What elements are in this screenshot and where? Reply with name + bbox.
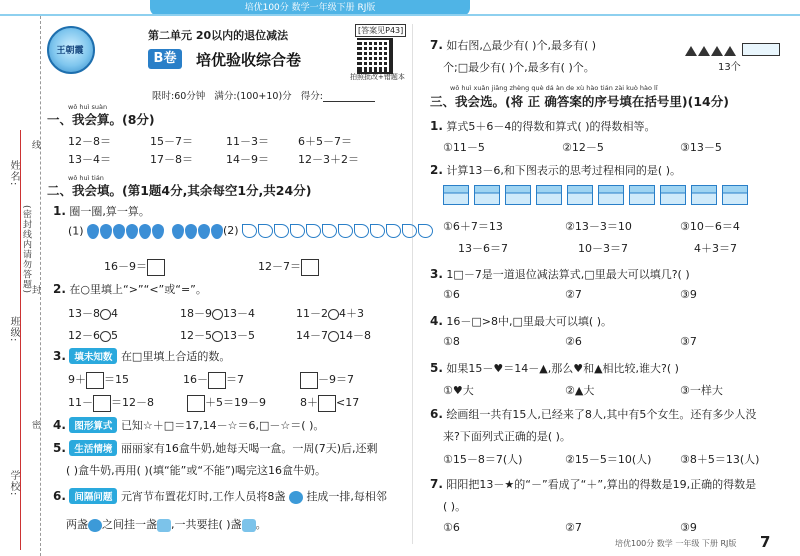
part-label: (2) <box>223 224 239 237</box>
option[interactable]: ③13－5 <box>680 141 722 154</box>
strawberry-icon <box>152 224 164 239</box>
paper-crane-icon <box>274 224 289 238</box>
q-text: 如右图,△最少有( )个,最多有( ) <box>446 39 597 52</box>
page-number: 7 <box>760 533 771 551</box>
class-label: 班级: <box>8 316 19 343</box>
q-number: 4. <box>53 418 66 432</box>
exam-meta <box>152 88 375 102</box>
s3-q5: 5. 如果15－♥＝14－▲,那么♥和▲相比较,谁大?( ) <box>430 361 679 375</box>
s3-q6-line2: 来?下面列式正确的是( )。 <box>443 430 571 443</box>
q-number: 1. <box>53 204 66 218</box>
answer-reference: [答案见P43] <box>355 24 406 37</box>
calc-2[interactable]: 15－7＝ <box>150 135 193 148</box>
q-text: 圈一圈,算一算。 <box>69 205 150 218</box>
strawberry-group[interactable] <box>68 224 224 239</box>
option[interactable]: ③10－6＝4 <box>680 220 740 233</box>
option-cont: 4＋3＝7 <box>694 242 737 255</box>
triangle-icon <box>685 46 697 56</box>
cake-icon <box>722 185 748 205</box>
cake-icon <box>505 185 531 205</box>
strawberry-icon <box>172 224 184 239</box>
compare-circle[interactable] <box>100 309 111 320</box>
school-label: 学校: <box>8 470 19 497</box>
strawberry-icon <box>198 224 210 239</box>
paper-crane-icon <box>338 224 353 238</box>
cmp-5[interactable]: 12－5 13－5 <box>180 329 255 342</box>
seal-word-line: 线 <box>30 140 40 150</box>
part-label: (1) <box>68 224 84 238</box>
column-divider <box>412 24 413 544</box>
q2-6 <box>53 488 387 504</box>
cmp-1[interactable]: 13－8 4 <box>68 307 118 320</box>
unit-title: 第二单元 20以内的退位减法 <box>148 29 289 42</box>
strawberry-icon <box>100 224 112 239</box>
top-rule <box>0 14 800 16</box>
figure-label: 13个 <box>718 62 741 73</box>
q-tag: 填未知数 <box>69 348 117 364</box>
time-limit: 限时:60分钟 <box>152 91 206 102</box>
q-text: 在□里填上合适的数。 <box>120 350 231 363</box>
cake-icon <box>536 185 562 205</box>
strawberry-icon <box>139 224 151 239</box>
compare-circle[interactable] <box>100 331 111 342</box>
option[interactable]: ②▲大 <box>565 384 595 397</box>
option-cont: 13－6＝7 <box>458 242 508 255</box>
compare-circle[interactable] <box>328 331 339 342</box>
score-blank[interactable] <box>323 91 375 102</box>
eq-text: 16－9＝ <box>104 260 147 273</box>
triangle-icon <box>711 46 723 56</box>
lantern-icon <box>242 519 256 532</box>
q-text: 丽丽家有16盒牛奶,她每天喝一盒。一周(7天)后,还剩 <box>120 442 378 455</box>
option[interactable]: ①♥大 <box>443 384 474 397</box>
paper-crane-icon <box>258 224 273 238</box>
seal-word-seal: 封 <box>30 285 40 295</box>
series-band: 培优100分 数学一年级下册 RJ版 <box>150 0 470 16</box>
paper-title: 培优验收综合卷 <box>196 51 302 69</box>
q-text[interactable]: 已知☆＋□＝17,14－☆＝6,□－☆＝( )。 <box>120 419 325 432</box>
q2-1 <box>53 203 150 219</box>
fill-1: 9＋ ＝15 <box>68 371 129 389</box>
cmp-2[interactable]: 18－9 13－4 <box>180 307 255 320</box>
q2-5 <box>53 440 378 456</box>
page-footer: 培优100分 数学 一年级 下册 RJ版 <box>615 539 737 548</box>
answer-box[interactable] <box>300 372 318 389</box>
option[interactable]: ②7 <box>565 521 582 534</box>
compare-circle[interactable] <box>212 331 223 342</box>
cake-icon <box>598 185 624 205</box>
paper-crane-icon <box>322 224 337 238</box>
rectangular-prism-icon <box>742 43 780 56</box>
option[interactable]: ③9 <box>680 288 697 301</box>
option[interactable]: ①6 <box>443 288 460 301</box>
sec2-heading: 二、我会填。(第1题4分,其余每空1分,共24分) <box>47 183 312 198</box>
q2-4 <box>53 417 324 433</box>
paper-crane-icon <box>290 224 305 238</box>
paper-crane-icon <box>306 224 321 238</box>
strawberry-icon <box>126 224 138 239</box>
s3-q4: 4. 16－□>8中,□里最大可以填( )。 <box>430 314 612 328</box>
flower-lamp-icon <box>289 491 303 504</box>
q-tag: 生活情境 <box>69 440 117 456</box>
sec3-heading: 三、我会选。(将 正 确答案的序号填在括号里)(14分) <box>430 94 729 109</box>
calc-4[interactable]: 6＋5－7＝ <box>298 135 352 148</box>
cmp-3[interactable]: 11－2 4＋3 <box>296 307 364 320</box>
paper-badge: B卷 <box>148 49 182 69</box>
paper-crane-group[interactable] <box>223 224 434 238</box>
full-score: 满分:(100+10)分 <box>214 91 292 102</box>
score-label: 得分: <box>300 91 323 102</box>
answer-box[interactable] <box>301 259 319 276</box>
lantern-icon <box>157 519 171 532</box>
calc-5[interactable]: 13－4＝ <box>68 153 111 166</box>
eq-16-9 <box>104 258 165 276</box>
option[interactable]: ③9 <box>680 521 697 534</box>
paper-crane-icon <box>370 224 385 238</box>
q-number: 2. <box>53 282 66 296</box>
option-cont: 10－3＝7 <box>578 242 628 255</box>
option[interactable]: ①8 <box>443 335 460 348</box>
q2-6-line2[interactable]: 两盏 之间挂一盏 ,一共要挂( )盏 。 <box>66 518 267 531</box>
brand-logo-text: 王朝霞 <box>56 46 84 56</box>
fill-2: 16－ ＝7 <box>183 371 244 389</box>
fill-4: 11－ ＝12－8 <box>68 394 154 412</box>
paper-crane-icon <box>242 224 257 238</box>
option[interactable]: ②12－5 <box>562 141 604 154</box>
cmp-6[interactable]: 14－7 14－8 <box>296 329 371 342</box>
sec2-pinyin: wǒ huì tián <box>68 174 104 182</box>
q7[interactable] <box>430 37 596 53</box>
calc-8[interactable]: 12－3＋2＝ <box>298 153 359 166</box>
strawberry-icon <box>113 224 125 239</box>
q-tag: 图形算式 <box>69 417 117 433</box>
sec3-pinyin: wǒ huì xuǎn jiāng zhèng què dá àn de xù hào tián zài kuò hào lǐ <box>450 84 658 92</box>
answer-box[interactable] <box>187 395 205 412</box>
seal-word-secret: 密 <box>30 420 40 430</box>
compare-circle[interactable] <box>328 309 339 320</box>
qr-caption: 拍照批改+错题本 <box>350 73 405 81</box>
paper-crane-icon <box>402 224 417 238</box>
paper-crane-icon <box>418 224 433 238</box>
q2-2 <box>53 281 207 297</box>
qr-pattern <box>357 38 389 70</box>
answer-box[interactable] <box>147 259 165 276</box>
flower-lamp-icon <box>88 519 102 532</box>
answer-box[interactable] <box>86 372 104 389</box>
fill-3: －9＝7 <box>300 371 354 389</box>
fill-5: ＋5＝19－9 <box>187 394 266 412</box>
option[interactable]: ②15－5＝10(人) <box>565 453 652 466</box>
answer-box[interactable] <box>318 395 336 412</box>
eq-text: 12－7＝ <box>258 260 301 273</box>
option[interactable]: ②7 <box>565 288 582 301</box>
sec1-pinyin: wǒ huì suàn <box>68 103 108 111</box>
s3-q7-line2: ( )。 <box>443 500 467 513</box>
answer-box[interactable] <box>93 395 111 412</box>
answer-box[interactable] <box>208 372 226 389</box>
strawberry-icon <box>211 224 223 239</box>
calc-7[interactable]: 14－9＝ <box>226 153 269 166</box>
calc-1[interactable]: 12－8＝ <box>68 135 111 148</box>
seal-note: (密封线内请勿答题) <box>21 205 31 295</box>
option[interactable]: ②13－3＝10 <box>565 220 632 233</box>
q-number: 3. <box>53 349 66 363</box>
paper-crane-icon <box>354 224 369 238</box>
cake-icon <box>567 185 593 205</box>
q-number: 5. <box>53 441 66 455</box>
cmp-4[interactable]: 12－6 5 <box>68 329 118 342</box>
q2-5-line2[interactable]: ( )盒牛奶,再用( )(填“能”或“不能”)喝完这16盒牛奶。 <box>66 464 327 477</box>
option[interactable]: ③一样大 <box>680 384 723 397</box>
triangle-icon <box>724 46 736 56</box>
option[interactable]: ③7 <box>680 335 697 348</box>
cake-icon <box>629 185 655 205</box>
cake-row <box>443 184 753 205</box>
s3-q3: 3. 1□－7是一道退位减法算式,□里最大可以填几?( ) <box>430 267 690 281</box>
sec1-heading: 一、我会算。(8分) <box>47 112 155 127</box>
strawberry-icon <box>87 224 99 239</box>
strawberry-icon <box>185 224 197 239</box>
q7-line2[interactable]: 个;□最少有( )个,最多有( )个。 <box>443 61 595 74</box>
option[interactable]: ①15－8＝7(人) <box>443 453 523 466</box>
q-number: 6. <box>53 489 66 503</box>
calc-6[interactable]: 17－8＝ <box>150 153 193 166</box>
compare-circle[interactable] <box>212 309 223 320</box>
eq-12-7 <box>258 258 319 276</box>
option[interactable]: ①6＋7＝13 <box>443 220 503 233</box>
fill-6: 8＋ <17 <box>300 394 359 412</box>
q-tag: 间隔问题 <box>69 488 117 504</box>
cake-icon <box>691 185 717 205</box>
q-text: 元宵节布置花灯时,工作人员将8盏 <box>120 490 286 503</box>
s3-q1: 1. 算式5＋6－4的得数和算式( )的得数相等。 <box>430 119 656 133</box>
name-label: 姓名: <box>8 160 19 187</box>
option[interactable]: ②6 <box>565 335 582 348</box>
paper-crane-icon <box>386 224 401 238</box>
q-text-b: 挂成一排,每相邻 <box>306 490 387 503</box>
cake-icon <box>474 185 500 205</box>
s3-q7: 7. 阳阳把13－★的“－”看成了“＋”,算出的得数是19,正确的得数是 <box>430 477 757 491</box>
cake-icon <box>660 185 686 205</box>
s3-q6: 6. 绘画组一共有15人,已经来了8人,其中有5个女生。还有多少人没 <box>430 407 757 421</box>
option[interactable]: ③8＋5＝13(人) <box>680 453 760 466</box>
q-number: 7. <box>430 38 443 52</box>
calc-3[interactable]: 11－3＝ <box>226 135 269 148</box>
option[interactable]: ①11－5 <box>443 141 485 154</box>
option[interactable]: ①6 <box>443 521 460 534</box>
q2-3 <box>53 348 230 364</box>
triangle-icon <box>698 46 710 56</box>
s3-q2: 2. 计算13－6,和下图表示的思考过程相同的是( )。 <box>430 163 681 177</box>
q-text: 在○里填上“>”“<”或“=”。 <box>69 283 207 296</box>
cake-icon <box>443 185 469 205</box>
